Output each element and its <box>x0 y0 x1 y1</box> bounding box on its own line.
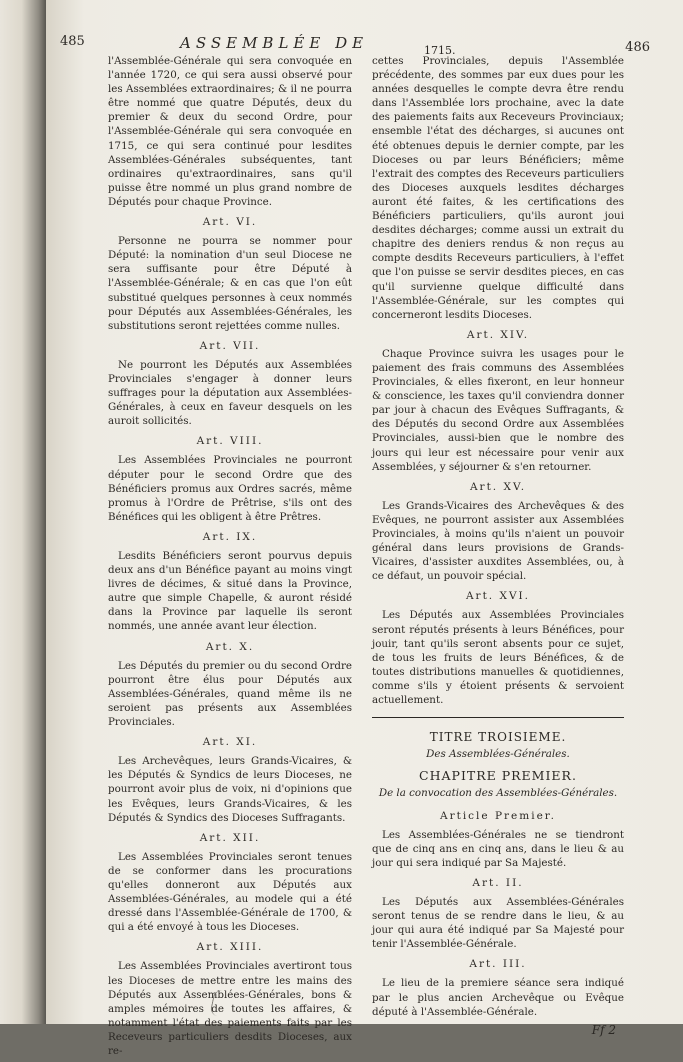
article-13-text: Les Assemblées Provinciales avertiront tous les Dioceses de mettre entre les mains des Députés aux Assemblées-Générales, bons & amples mémoires de toutes les affaires, & notamment l'état des paiements faits par les Receveurs particuliers desdits Dioceses, aux re- <box>108 960 352 1057</box>
chapter-heading: CHAPITRE PREMIER. <box>419 768 577 784</box>
article-7-text: Ne pourront les Députés aux Assemblées Provinciales s'engager à donner leurs suffrages pour la députation aux Assemblées-Générales, à ceux en faveur desquels on les auroit sollicités. <box>108 358 352 428</box>
article-12-text: Les Assemblées Provinciales seront tenues de se conformer dans les procurations qu'elles donneront aux Députés aux Assemblées-Générales, au modele qui a été dressé dans l'Assemblée-Générale de 1700, & qui a été envoyé à tous les Dioceses. <box>108 850 352 934</box>
page-number-left: 485 <box>60 34 85 49</box>
article-1-text: Les Assemblées-Générales ne se tiendront que de cinq ans en cinq ans, dans le lieu & au jour qui sera indiqué par Sa Majesté. <box>372 828 624 869</box>
article-14-text: Chaque Province suivra les usages pour le paiement des frais communs des Assemblées Provinciales, & elles fixeront, en leur honneur & conscience, les taxes qu'il conviendra donner par jour à chacun des Evêques Suffragants, & des Députés du second Ordre aux Assemblées Provinciales, aussi-bien que le nombre des jours qui leur est nécessaire pour venir aux Assemblées, y séjourner & s'en retourner. <box>372 347 624 473</box>
article-8-heading: Art. VIII. <box>196 435 264 448</box>
signature-mark: Ff 2 <box>591 1022 616 1037</box>
running-header <box>60 34 650 57</box>
paragraph-intro: l'Assemblée-Générale qui sera convoquée en l'année 1720, ce qui sera aussi observé pour les Assemblées extraordinaires; & il ne pourra être nommé que quatre Députés, deux du premier & deux du second Ordre, pour l'Assemblée-Générale qui sera convoquée en 1715, ce qui sera continué pour lesdites Assemblées-Générales subséquentes, tant ordinaires qu'extraordinaires, sans qu'il puisse être nommé un plus grand nombre de Députés pour chaque Province. <box>108 55 352 208</box>
article-15-heading: Art. XV. <box>469 480 527 493</box>
article-2-text: Les Députés aux Assemblées-Générales seront tenus de se rendre dans le lieu, & au jour qui aura été indiqué par Sa Majesté pour tenir l'Assemblée-Générale. <box>372 895 624 951</box>
article-9-heading: Art. IX. <box>202 530 258 543</box>
running-title: ASSEMBLÉE DE <box>180 34 369 52</box>
section-divider <box>372 717 624 718</box>
article-3-text: Le lieu de la premiere séance sera indiqué par le plus ancien Archevêque ou Evêque député à l'Assemblée-Générale. <box>372 977 624 1018</box>
article-8-text: Les Assemblées Provinciales ne pourront députer pour le second Ordre que des Bénéficiers promus aux Ordres sacrés, même promus à l'Ordre de Prêtrise, s'ils ont des Bénéfices qui les obligent à être Prêtres. <box>108 454 352 523</box>
chapter-subheading: De la convocation des Assemblées-Générales. <box>378 787 618 800</box>
article-12-heading: Art. XII. <box>199 831 261 844</box>
article-16-heading: Art. XVI. <box>465 590 531 603</box>
running-year: 1715. <box>424 44 456 57</box>
article-16-text: Les Députés aux Assemblées Provinciales seront réputés présents à leurs Bénéfices, pour jouir, tant qu'ils seront absents pour ce sujet, de tous les fruits de leurs Bénéfices, & de toutes distributions manuelles & quotidiennes, comme s'ils y étoient présents & servoient actuellement. <box>372 609 624 707</box>
article-10-heading: Art. X. <box>205 640 255 653</box>
right-column <box>372 54 624 1037</box>
page-number-right: 486 <box>625 40 650 55</box>
article-14-heading: Art. XIV. <box>466 328 530 341</box>
left-page-edge <box>0 0 48 1024</box>
article-9-text: Lesdits Bénéficiers seront pourvus depuis deux ans d'un Bénéfice payant au moins vingt livres de décimes, & situé dans la Province, autre que simple Chapelle, & auront résidé dans la Province par laquelle ils seront nommés, une année avant leur élection. <box>108 550 352 633</box>
article-13-heading: Art. XIII. <box>196 941 264 954</box>
paragraph-continued: cettes Provinciales, depuis l'Assemblée précédente, des sommes par eux dues pour les années desquelles le compte devra être rendu dans l'Assemblée lors prochaine, avec la date des paiements faits aux Receveurs Provinciaux; ensemble l'état des décharges, si aucunes ont été obtenues depuis le dernier compte, par les Dioceses ou par leurs Bénéficiers; même l'extrait des comptes des Receveurs particuliers des Dioceses auxquels lesdites décharges auront été faites, & les certifications des Bénéficiers particuliers, qu'ils auront joui desdites décharges; comme aussi un extrait du chapitre des deniers rendus & non reçus au compte desdits Receveurs particuliers, à l'effet que l'on puisse se servir desdites pieces, en cas qu'il survienne quelque difficulté dans l'Assemblée-Générale, sur les comptes qui concerneront lesdits Dioceses. <box>372 55 624 321</box>
article-11-heading: Art. XI. <box>202 736 258 749</box>
left-column <box>108 54 352 1062</box>
article-15-text: Les Grands-Vicaires des Archevêques & des Evêques, ne pourront assister aux Assemblées Provinciales, à moins qu'ils n'aient un pouvoir général dans leurs provisions de Grands-Vicaires, d'assister auxdites Assemblées, ou, à ce défaut, un pouvoir spécial. <box>372 499 624 583</box>
article-2-heading: Art. II. <box>472 876 524 889</box>
article-1-heading: Article Premier. <box>440 809 556 822</box>
article-10-text: Les Députés du premier ou du second Ordre pourront être élus pour Députés aux Assemblées-Générales, quand même ils ne seroient pas présents aux Assemblées Provinciales. <box>108 659 352 729</box>
article-3-heading: Art. III. <box>469 958 527 971</box>
article-6-text: Personne ne pourra se nommer pour Député: la nomination d'un seul Diocese ne sera suffisante pour être Député à l'Assemblée-Générale; & en cas que l'on eût substitué quelques personnes à ceux nommés pour Députés aux Assemblées-Générales, les substitutions seront rejettées comme nulles. <box>108 235 352 332</box>
title-heading: TITRE TROISIEME. <box>429 730 567 745</box>
article-6-heading: Art. VI. <box>202 216 258 229</box>
article-7-heading: Art. VII. <box>199 339 261 352</box>
article-11-text: Les Archevêques, leurs Grands-Vicaires, & les Députés & Syndics de leurs Dioceses, ne pourront avoir plus de voix, ni d'opinions que les Evêques, leurs Grands-Vicaires, & les Députés & Syndics des Dioceses Suffragants. <box>108 755 352 824</box>
title-subheading: Des Assemblées-Générales. <box>426 748 570 761</box>
